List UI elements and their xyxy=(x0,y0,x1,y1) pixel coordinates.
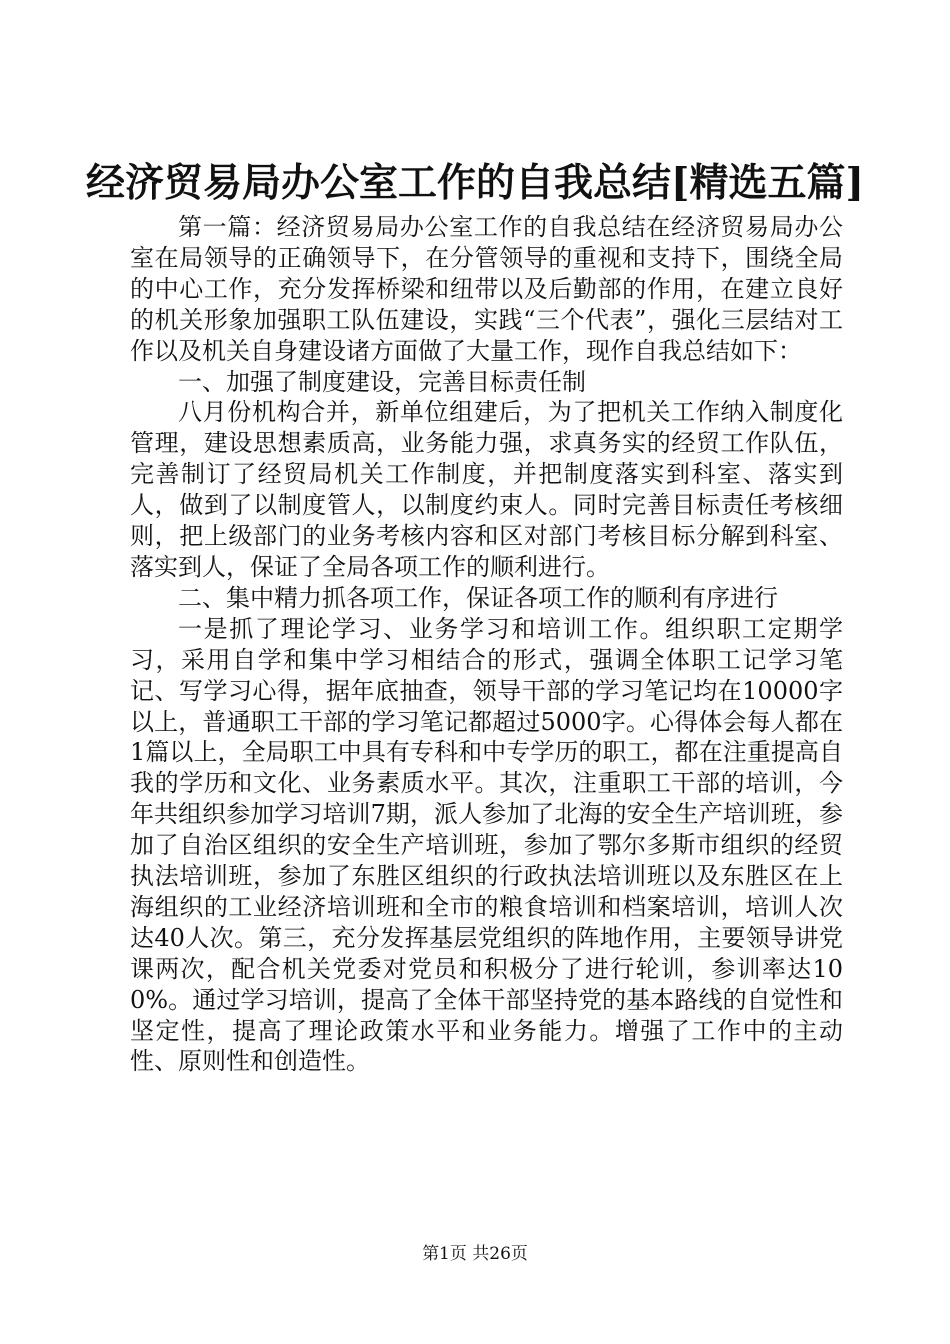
paragraph-section-2: 一是抓了理论学习、业务学习和培训工作。组织职工定期学习，采用自学和集中学习相结合的形式，强调全体职工记学习笔记、写学习心得，据年底抽查，领导干部的学习笔记均在10000字以上，普通职工干部的学习笔记都超过5000字。心得体会每人都在1篇以上，全局职工中具有专科和中专学历的职工，都在注重提高自我的学历和文化、业务素质水平。其次，注重职工干部的培训，今年共组织参加学习培训7期，派人参加了北海的安全生产培训班，参加了自治区组织的安全生产培训班，参加了鄂尔多斯市组织的经贸执法培训班，参加了东胜区组织的行政执法培训班以及东胜区在上海组织的工业经济培训班和全市的粮食培训和档案培训，培训人次达40人次。第三，充分发挥基层党组织的阵地作用，主要领导讲党课两次，配合机关党委对党员和积极分了进行轮训，参训率达100%。通过学习培训，提高了全体干部坚持党的基本路线的自觉性和坚定性，提高了理论政策水平和业务能力。增强了工作中的主动性、原则性和创造性。 xyxy=(130,614,843,1076)
document-body xyxy=(130,212,843,1077)
paragraph-intro: 第一篇：经济贸易局办公室工作的自我总结在经济贸易局办公室在局领导的正确领导下，在分管领导的重视和支持下，围绕全局的中心工作，充分发挥桥梁和纽带以及后勤部的作用，在建立良好的机关形象加强职工队伍建设，实践“三个代表”，强化三层结对工作以及机关自身建设诸方面做了大量工作，现作自我总结如下： xyxy=(130,213,843,365)
section-heading-1: 一、加强了制度建设，完善目标责任制 xyxy=(178,367,586,396)
paragraph-section-1: 八月份机构合并，新单位组建后，为了把机关工作纳入制度化管理，建设思想素质高，业务能力强，求真务实的经贸工作队伍，完善制订了经贸局机关工作制度，并把制度落实到科室、落实到人，做到了以制度管人，以制度约束人。同时完善目标责任考核细则，把上级部门的业务考核内容和区对部门考核目标分解到科室、落实到人，保证了全局各项工作的顺利进行。 xyxy=(130,398,843,581)
section-heading-2: 二、集中精力抓各项工作，保证各项工作的顺利有序进行 xyxy=(178,583,778,612)
page-footer: 第1页 共26页 xyxy=(422,1244,528,1264)
document-title: 经济贸易局办公室工作的自我总结[精选五篇] xyxy=(86,160,864,206)
